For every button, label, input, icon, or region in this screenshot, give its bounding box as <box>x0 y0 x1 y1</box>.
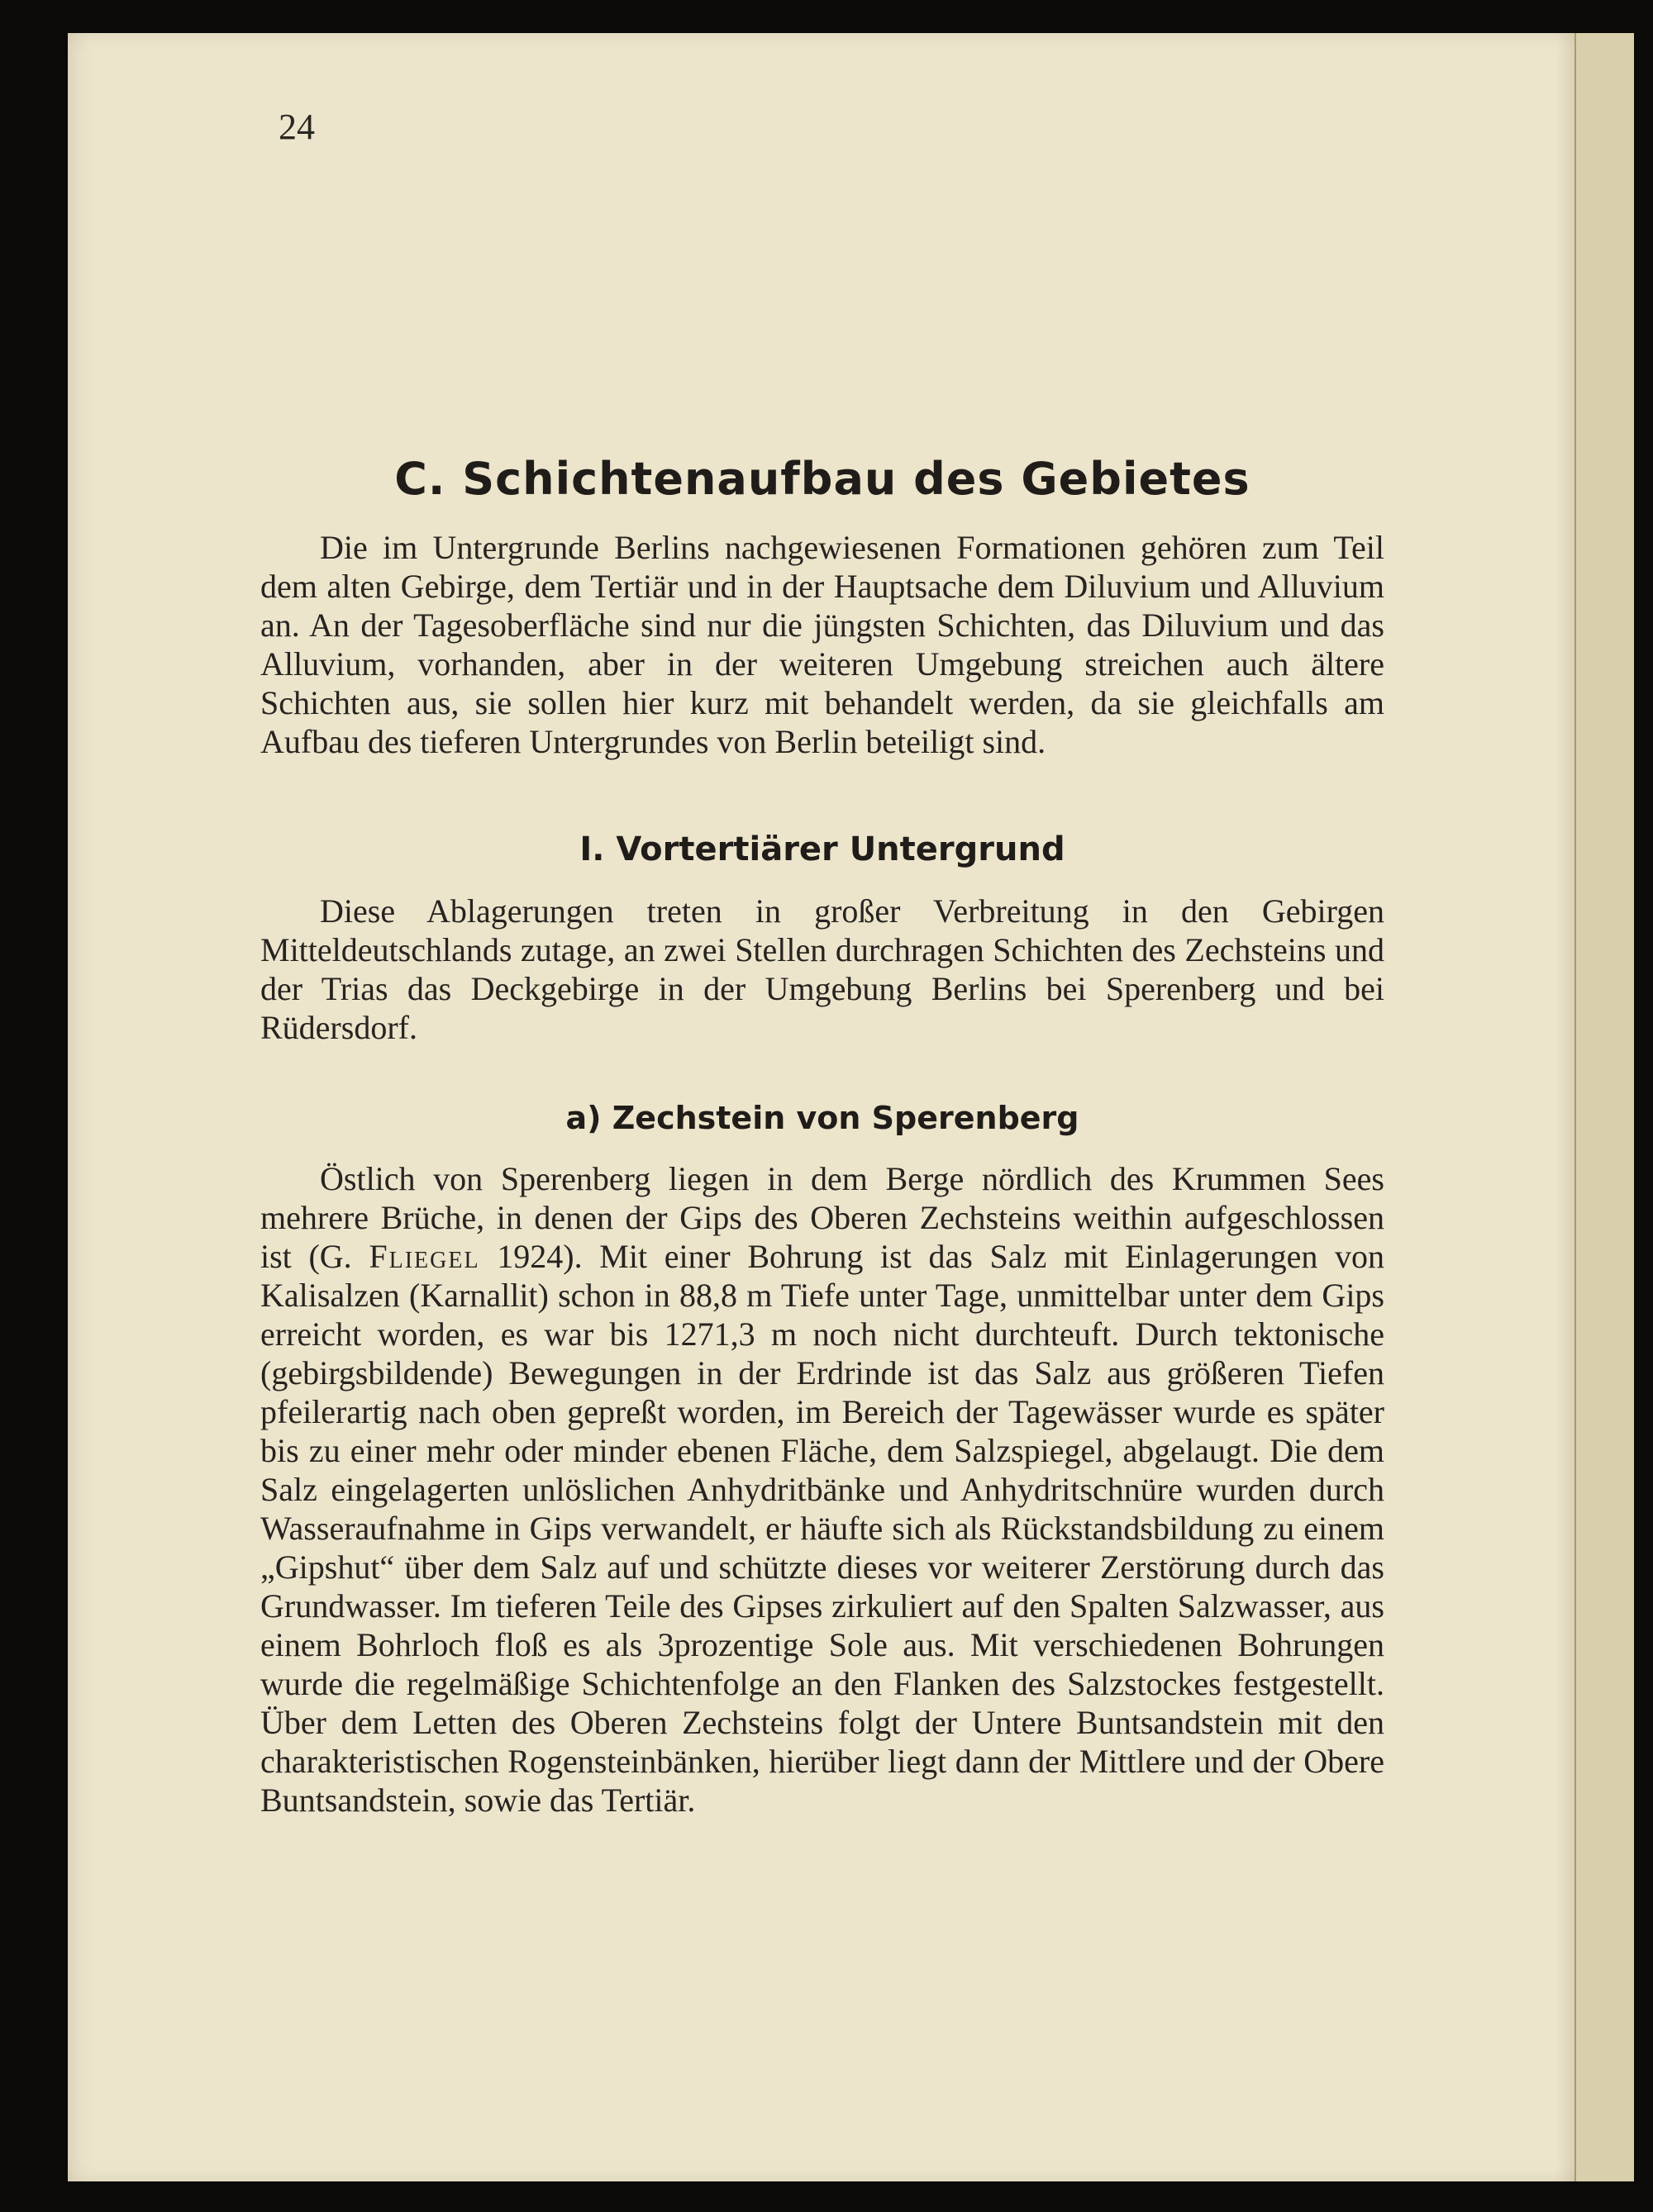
adjacent-page-edge <box>1574 33 1634 2181</box>
chapter-title: C. Schichtenaufbau des Gebietes <box>394 453 1250 505</box>
page-number: 24 <box>279 107 315 147</box>
subsection-title: a) Zechstein von Sperenberg <box>565 1100 1079 1136</box>
subsection-paragraph-part2: 1924). Mit einer Bohrung ist das Salz mit Einlagerungen von Kalisalzen (Karnallit) schon in 88,8 m Tiefe unter Tage, unmittelbar unter dem Gips erreicht worden, es war bis 1271,3 m noch nicht durchteuft. Durch tektonische (gebirgsbildende) Bewegungen in der Erdrinde ist das Salz aus größeren Tiefen pfeilerartig nach oben gepreßt worden, im Bereich der Tagewässer wurde es später bis zu einer mehr oder minder ebenen Fläche, dem Salzspiegel, abgelaugt. Die dem Salz eingelagerten unlöslichen Anhydritbänke und Anhydritschnüre wurden durch Wasseraufnahme in Gips verwandelt, er häufte sich als Rückstandsbildung zu einem „Gipshut“ über dem Salz auf und schützte dieses vor weiterer Zerstörung durch das Grundwasser. Im tieferen Teile des Gipses zirkuliert auf den Spalten Salzwasser, aus einem Bohrloch floß es als 3prozentige Sole aus. Mit verschiedenen Bohrungen wurde die regelmäßige Schichtenfolge an den Flanken des Salzstockes festgestellt. Über dem Letten des Oberen Zechsteins folgt der Untere Buntsandstein mit den charakteristischen Rogensteinbänken, hierüber liegt dann der Mittlere und der Obere Buntsandstein, sowie das Tertiär. <box>260 1238 1385 1819</box>
author-name: Fliegel <box>369 1238 480 1275</box>
section-paragraph: Diese Ablagerungen treten in großer Verbreitung in den Gebirgen Mitteldeutschlands zutage, an zwei Stellen durchragen Schichten des Zechsteins und der Trias das Deckgebirge in der Umgebung Berlins bei Sperenberg und bei Rüdersdorf. <box>260 892 1384 1046</box>
subsection-paragraph <box>260 1159 1384 1820</box>
chapter-paragraph: Die im Untergrunde Berlins nachgewiesenen Formationen gehören zum Teil dem alten Gebirge, dem Tertiär und in der Hauptsache dem Diluvium und Alluvium an. An der Tagesoberfläche sind nur die jüngsten Schichten, das Diluvium und das Alluvium, vorhanden, aber in der weiteren Umgebung streichen auch ältere Schichten aus, sie sollen hier kurz mit behandelt werden, da sie gleichfalls am Aufbau des tieferen Untergrundes von Berlin beteiligt sind. <box>260 529 1384 760</box>
page-content <box>260 453 1384 1820</box>
section-title: I. Vortertiärer Untergrund <box>579 830 1065 868</box>
subsection-paragraph-part1: Östlich von Sperenberg liegen in dem Berge nördlich des Krummen Sees mehrere Brüche, in denen der Gips des Oberen Zechsteins weithin aufgeschlossen ist (G. <box>260 1160 1384 1275</box>
